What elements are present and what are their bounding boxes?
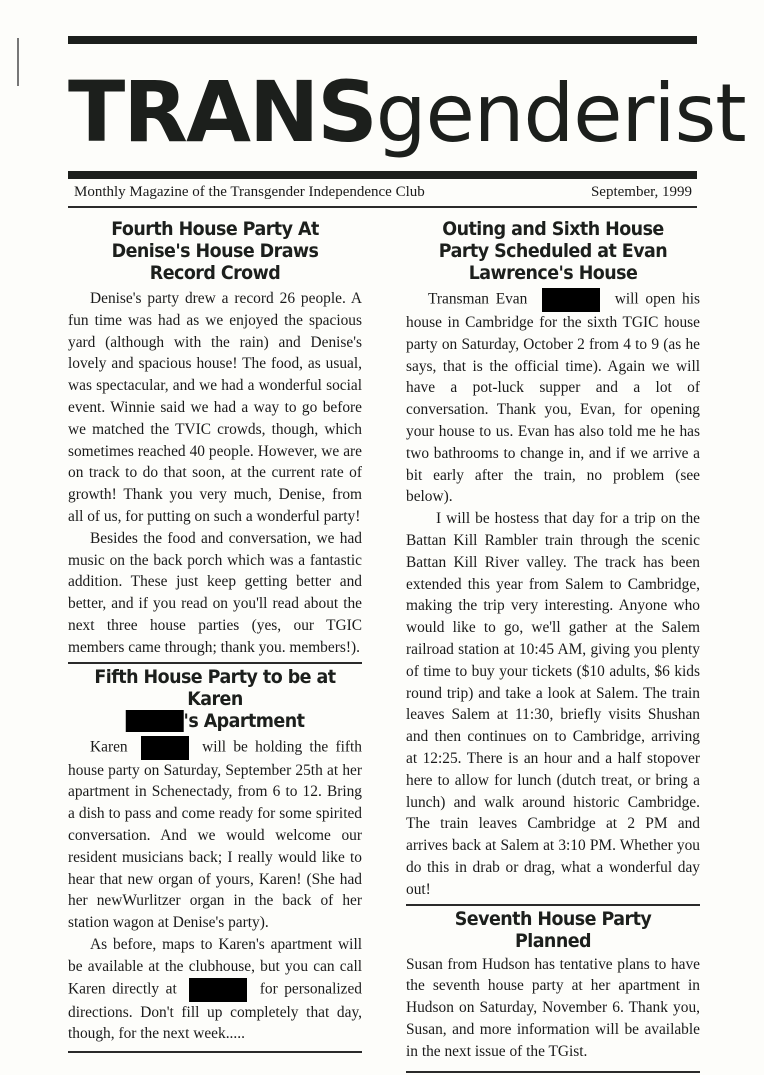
redacted-surname [141,736,189,760]
subline-rule [68,206,697,208]
section-divider [68,662,362,664]
text-run: Transman Evan [428,290,528,308]
section-divider [406,904,700,906]
section-divider [68,1051,362,1053]
article-paragraph: Denise's party drew a record 26 people. A fun time was had as we enjoyed the spacious yard (although with the rain) and Denise's lovely and spacious house! The food, as usual, was spectacular, and we had a wonderful social event. Winnie said we had a way to go before we matched the TVIC crowds, though, which sometimes reached 40 people. However, we are on track to do that soon, at the current rate of growth! Thank you very much, Denise, from all of us, for putting on such a wonderful party! [68,290,362,525]
right-column [406,214,700,1075]
text-run: for personalized directions. Don't fill up completely that day, though, for the next week..... [68,980,362,1043]
redacted-surname [542,288,600,312]
article-headline: Seventh House Party Planned [454,907,652,952]
article-paragraph: Susan from Hudson has tentative plans to have the seventh house party at her apartment in Hudson on Saturday, November 6. Thank you, Susan, and more information will be available in the next issue of the TGist. [406,955,700,1060]
article-seventh-party [406,908,700,1063]
article-fourth-party [68,218,362,659]
masthead-bottom-rule [68,171,697,179]
issue-date: September, 1999 [590,184,692,200]
text-run: Karen [90,738,128,756]
article-headline: Fourth House Party At Denise's House Draws Record Crowd [111,218,319,284]
masthead-title [68,62,746,162]
headline-part: 's Apartment [183,709,305,732]
article-paragraph: I will be hostess that day for a trip on the Battan Kill Rambler train through the scenic Battan Kill River valley. The track has been extended this year from Salem to Cambridge, making the trip very interesting. Anyone who would like to go, we'll gather at the Salem railroad station at 10:45 AM, giving you plenty of time to buy your tickets ($10 adults, $6 kids round trip) and take a look at Salem. The train leaves Salem at 11:30, briefly visits Shushan and then continues on to Cambridge, arriving at 12:25. There is an hour and a half stopover here to allow for lunch (dutch treat, or bring a lunch) and walk around historic Cambridge. The train leaves Cambridge at 2 PM and arrives back at Salem at 3:10 PM. Whether you do this in drab or drag, what a wonderful day out! [406,510,700,898]
masthead-subline [74,184,692,201]
masthead-title-light: genderist [375,67,746,160]
article-sixth-party [406,218,700,901]
redacted-phone [189,978,247,1002]
article-headline: Outing and Sixth House Party Scheduled at Evan Lawrence's House [438,218,668,284]
publication-subtitle: Monthly Magazine of the Transgender Independence Club [74,184,425,200]
article-headline [80,666,350,732]
article-fifth-party [68,666,362,1046]
text-run: As before, maps to Karen's apartment will be available at the clubhouse, but you can call Karen directly at [68,935,362,998]
headline-part: Fifth House Party to be at Karen [94,665,336,710]
text-run: will be holding the fifth house party on Saturday, September 25th at her apartment in Schenectady, from 6 to 12. Bring a dish to pass and come ready for some spirited conversation. And we would welcome our resident musicians back; I really would like to hear that new organ of yours, Karen! (She had her newWurlitzer organ in the back of her station wagon at Denise's party). [68,738,362,932]
article-paragraph: Besides the food and conversation, we had music on the back porch which was a fantastic addition. These just keep getting better and better, and if you read on you'll read about the next three house parties (yes, our TGIC members came through; thank you. members!). [68,529,362,656]
masthead-top-rule [68,36,697,44]
scan-edge-mark [17,38,19,86]
article-paragraph [406,288,700,508]
redacted-surname [126,710,184,732]
article-paragraph [68,934,362,1045]
article-paragraph [68,736,362,934]
text-run: will open his house in Cambridge for the sixth TGIC house party on Saturday, October 2 from 4 to 9 (as he says, that is the official time). Again we will have a pot-luck supper and a lot of conversation. Thank you, Evan, for opening your house to us. Evan has also told me he has two bathrooms to change in, and if we arrive a bit early after the train, no problem (see below). [406,290,700,506]
section-divider [406,1071,700,1073]
masthead-title-bold: TRANS [68,63,376,161]
left-column [68,214,362,1055]
